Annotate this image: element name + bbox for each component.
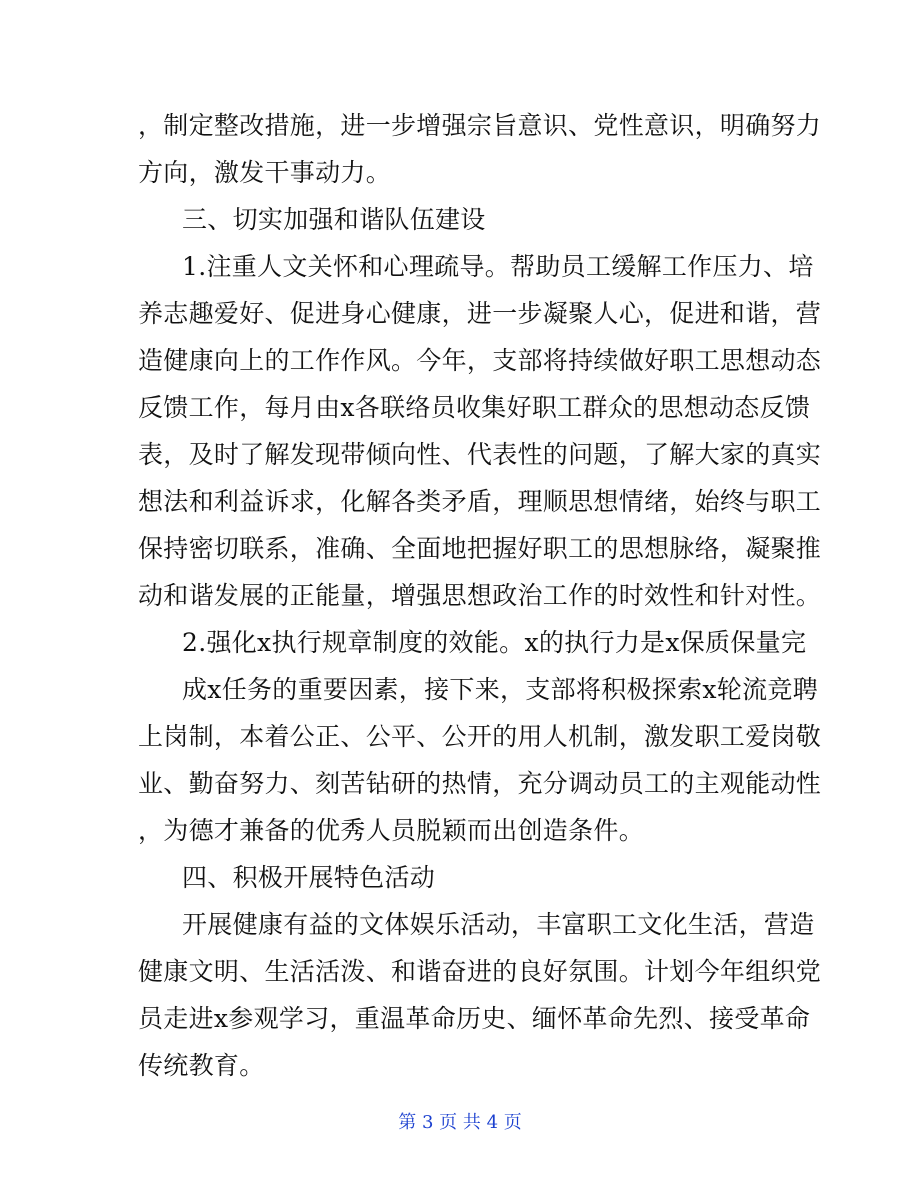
text-line: 动和谐发展的正能量，增强思想政治工作的时效性和针对性。 — [138, 581, 822, 610]
text-line: 保持密切联系，准确、全面地把握好职工的思想脉络，凝聚推 — [138, 534, 822, 563]
text-line: 开展健康有益的文体娱乐活动，丰富职工文化生活，营造 — [182, 910, 815, 939]
text-line: 表，及时了解发现带倾向性、代表性的问题，了解大家的真实 — [138, 440, 822, 469]
text-line: 传统教育。 — [138, 1051, 265, 1080]
text-line: ，制定整改措施，进一步增强宗旨意识、党性意识，明确努力 — [138, 111, 822, 140]
text-line: 健康文明、生活活泼、和谐奋进的良好氛围。计划今年组织党 — [138, 957, 822, 986]
text-line: ，为德才兼备的优秀人员脱颖而出创造条件。 — [138, 816, 645, 845]
text-line: 反馈工作，每月由x各联络员收集好职工群众的思想动态反馈 — [138, 393, 811, 422]
section-heading: 四、积极开展特色活动 — [182, 863, 436, 892]
text-line: 养志趣爱好、促进身心健康，进一步凝聚人心，促进和谐，营 — [138, 299, 822, 328]
text-line: 业、勤奋努力、刻苦钻研的热情，充分调动员工的主观能动性 — [138, 769, 822, 798]
text-line: 员走进x参观学习，重温革命历史、缅怀革命先烈、接受革命 — [138, 1004, 811, 1033]
section-heading: 三、切实加强和谐队伍建设 — [182, 205, 486, 234]
text-line: 方向，激发干事动力。 — [138, 158, 392, 187]
text-line: 想法和利益诉求，化解各类矛盾，理顺思想情绪，始终与职工 — [138, 487, 822, 516]
text-line: 2.强化x执行规章制度的效能。x的执行力是x保质保量完 — [182, 628, 807, 657]
text-line: 造健康向上的工作作风。今年，支部将持续做好职工思想动态 — [138, 346, 822, 375]
text-line: 1.注重人文关怀和心理疏导。帮助员工缓解工作压力、培 — [182, 252, 814, 281]
page-number-footer: 第 3 页 共 4 页 — [398, 1112, 522, 1133]
text-line: 上岗制，本着公正、公平、公开的用人机制，激发职工爱岗敬 — [138, 722, 822, 751]
text-line: 成x任务的重要因素，接下来，支部将积极探索x轮流竞聘 — [182, 675, 819, 704]
